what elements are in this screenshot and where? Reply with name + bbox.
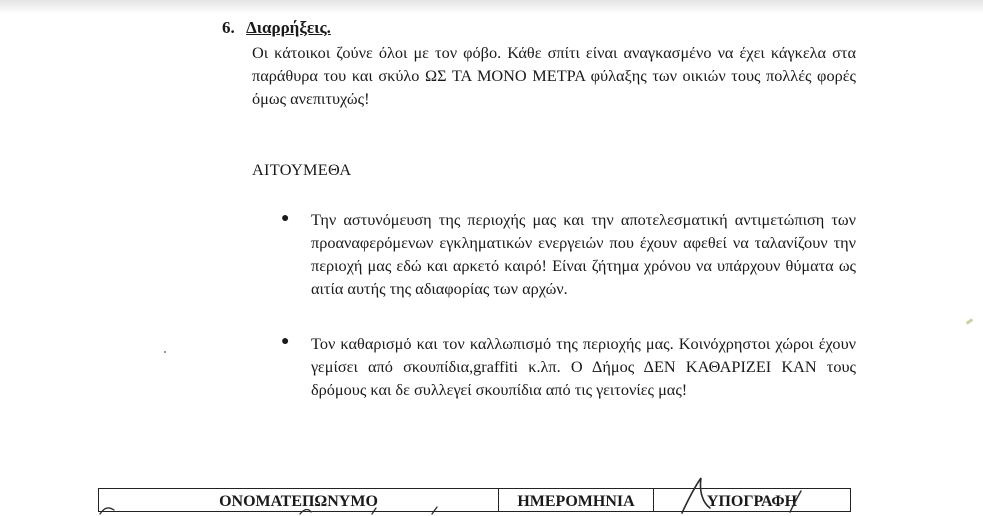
top-edge-shadow	[0, 0, 983, 14]
bullet-icon: ●	[281, 334, 290, 349]
request-item-cleaning: Τον καθαρισμό και τον καλλωπισμό της περιοχής μας. Κοινόχρηστοι χώροι έχουν γεμίσει από σκουπίδια,graffiti κ.λπ. Ο Δήμος ΔΕΝ ΚΑΘΑΡΙΖΕΙ ΚΑΝ τους δρόμους και δε συλλεγεί σκουπίδια από τις γειτονίες μας!	[311, 334, 856, 399]
header-date: ΗΜΕΡΟΜΗΝΙΑ	[499, 489, 654, 512]
request-item-policing: Την αστυνόμευση της περιοχής μας και την αποτελεσματική αντιμετώπιση των προαναφερόμενων εγκληματικών ενεργειών που έχουν αφεθεί να ταλανίζουν την περιοχή μας εδώ και αρκετό καιρό! Είναι ζήτημα χρόνου να υπάρχουν θύματα ως αιτία αυτής της αδιαφορίας των αρχών.	[311, 210, 856, 298]
header-signature: ΥΠΟΓΡΑΦΗ	[654, 489, 851, 512]
scan-mark	[966, 318, 973, 324]
section-title: Διαρρήξεις.	[246, 18, 331, 37]
section-heading	[222, 18, 331, 38]
requests-heading: ΑΙΤΟΥΜΕΘΑ	[252, 160, 352, 179]
header-full-name: ΟΝΟΜΑΤΕΠΩΝΥΜΟ	[99, 489, 499, 512]
burglary-paragraph: Οι κάτοικοι ζούνε όλοι με τον φόβο. Κάθε σπίτι είναι αναγκασμένο να έχει κάγκελα στα παράθυρα του και σκύλο ΩΣ ΤΑ ΜΟΝΟ ΜΕΤΡΑ φύλαξης των οικιών τους πολλές φορές όμως ανεπιτυχώς!	[252, 43, 856, 108]
bullet-icon: ●	[281, 211, 290, 226]
scan-speck	[164, 351, 166, 353]
section-number: 6.	[222, 18, 235, 37]
signature-table-header-row	[99, 489, 851, 512]
signature-table	[98, 488, 851, 512]
